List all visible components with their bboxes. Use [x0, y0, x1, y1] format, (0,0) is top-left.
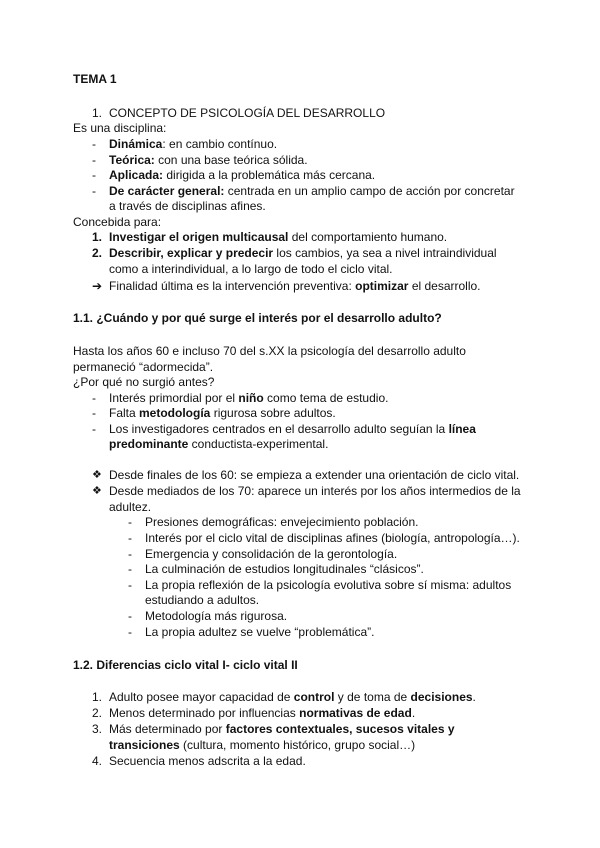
sub-item: Interés por el ciclo vital de disciplinas afines (biología, antropología…). [145, 531, 520, 545]
sub-bullet: - [128, 531, 132, 545]
list-item: Aplicada: dirigida a la problemática más cercana. [109, 168, 376, 182]
numbered-item: Menos determinado por influencias normativas de edad. [109, 706, 416, 720]
sub-item: La propia reflexión de la psicología evolutiva sobre sí misma: adultos [145, 578, 512, 592]
section-1-number: 1. [92, 106, 103, 120]
section-1-1-heading: 1.1. ¿Cuándo y por qué surge el interés por el desarrollo adulto? [73, 311, 442, 325]
numbered-item: Más determinado por factores contextuales, sucesos vitales y [109, 722, 455, 736]
diamond-bullet-icon: ❖ [92, 469, 102, 481]
list-item-continuation: a través de disciplinas afines. [109, 199, 266, 213]
list-bullet: - [92, 391, 96, 405]
numbered-item: Secuencia menos adscrita a la edad. [109, 754, 306, 768]
tema-title: TEMA 1 [73, 72, 117, 86]
sub-bullet: - [128, 578, 132, 592]
diamond-item: Desde mediados de los 70: aparece un interés por los años intermedios de la [109, 484, 521, 498]
sub-item-continuation: estudiando a adultos. [145, 593, 260, 607]
list-number: 3. [92, 722, 103, 736]
arrow-item: Finalidad última es la intervención preventiva: optimizar el desarrollo. [109, 279, 481, 293]
numbered-item: Investigar el origen multicausal del comportamiento humano. [109, 230, 448, 244]
list-item: Los investigadores centrados en el desarrollo adulto seguían la línea [109, 422, 476, 436]
paragraph-line: Hasta los años 60 e incluso 70 del s.XX la psicología del desarrollo adulto [73, 344, 466, 358]
diamond-item: Desde finales de los 60: se empieza a extender una orientación de ciclo vital. [109, 468, 520, 482]
list-bullet: - [92, 422, 96, 436]
list-bullet: - [92, 137, 96, 151]
list-number: 4. [92, 754, 103, 768]
numbered-item: Describir, explicar y predecir los cambios, ya sea a nivel intraindividual [109, 246, 497, 260]
list-bullet: - [92, 153, 96, 167]
paragraph-line: permaneció “adormecida”. [73, 360, 214, 374]
diamond-item-continuation: adultez. [109, 500, 152, 514]
sub-bullet: - [128, 562, 132, 576]
arrow-icon: ➔ [92, 279, 103, 293]
question-line: ¿Por qué no surgió antes? [73, 375, 215, 389]
section-1-heading: CONCEPTO DE PSICOLOGÍA DEL DESARROLLO [109, 106, 386, 120]
list-item: Teórica: con una base teórica sólida. [109, 153, 308, 167]
numbered-item-continuation: como a interindividual, a lo largo de todo el ciclo vital. [109, 262, 393, 276]
list-item: De carácter general: centrada en un amplio campo de acción por concretar [109, 184, 515, 198]
section-1-2-heading: 1.2. Diferencias ciclo vital I- ciclo vital II [73, 658, 298, 672]
numbered-item: Adulto posee mayor capacidad de control y de toma de decisiones. [109, 690, 476, 704]
list-bullet: - [92, 168, 96, 182]
list-item: Interés primordial por el niño como tema de estudio. [109, 391, 389, 405]
sub-bullet: - [128, 515, 132, 529]
sub-item: La culminación de estudios longitudinales “clásicos”. [145, 562, 424, 576]
list-bullet: - [92, 184, 96, 198]
diamond-bullet-icon: ❖ [92, 485, 102, 497]
list-number: 2. [92, 246, 103, 260]
sub-item: Metodología más rigurosa. [145, 609, 288, 623]
sub-bullet: - [128, 625, 132, 639]
section-1-intro: Es una disciplina: [73, 121, 167, 135]
sub-bullet: - [128, 547, 132, 561]
sub-item: Presiones demográficas: envejecimiento población. [145, 515, 419, 529]
numbered-item-continuation: transiciones (cultura, momento histórico, grupo social…) [109, 738, 416, 752]
sub-bullet: - [128, 609, 132, 623]
list-number: 1. [92, 230, 103, 244]
list-item: Dinámica: en cambio contínuo. [109, 137, 278, 151]
list-item: Falta metodología rigurosa sobre adultos. [109, 406, 336, 420]
list-bullet: - [92, 406, 96, 420]
sub-item: Emergencia y consolidación de la gerontología. [145, 547, 398, 561]
list-number: 2. [92, 706, 103, 720]
list-number: 1. [92, 690, 103, 704]
concebida-label: Concebida para: [73, 215, 162, 229]
list-item-continuation: predominante conductista-experimental. [109, 437, 329, 451]
sub-item: La propia adultez se vuelve “problemática”. [145, 625, 375, 639]
